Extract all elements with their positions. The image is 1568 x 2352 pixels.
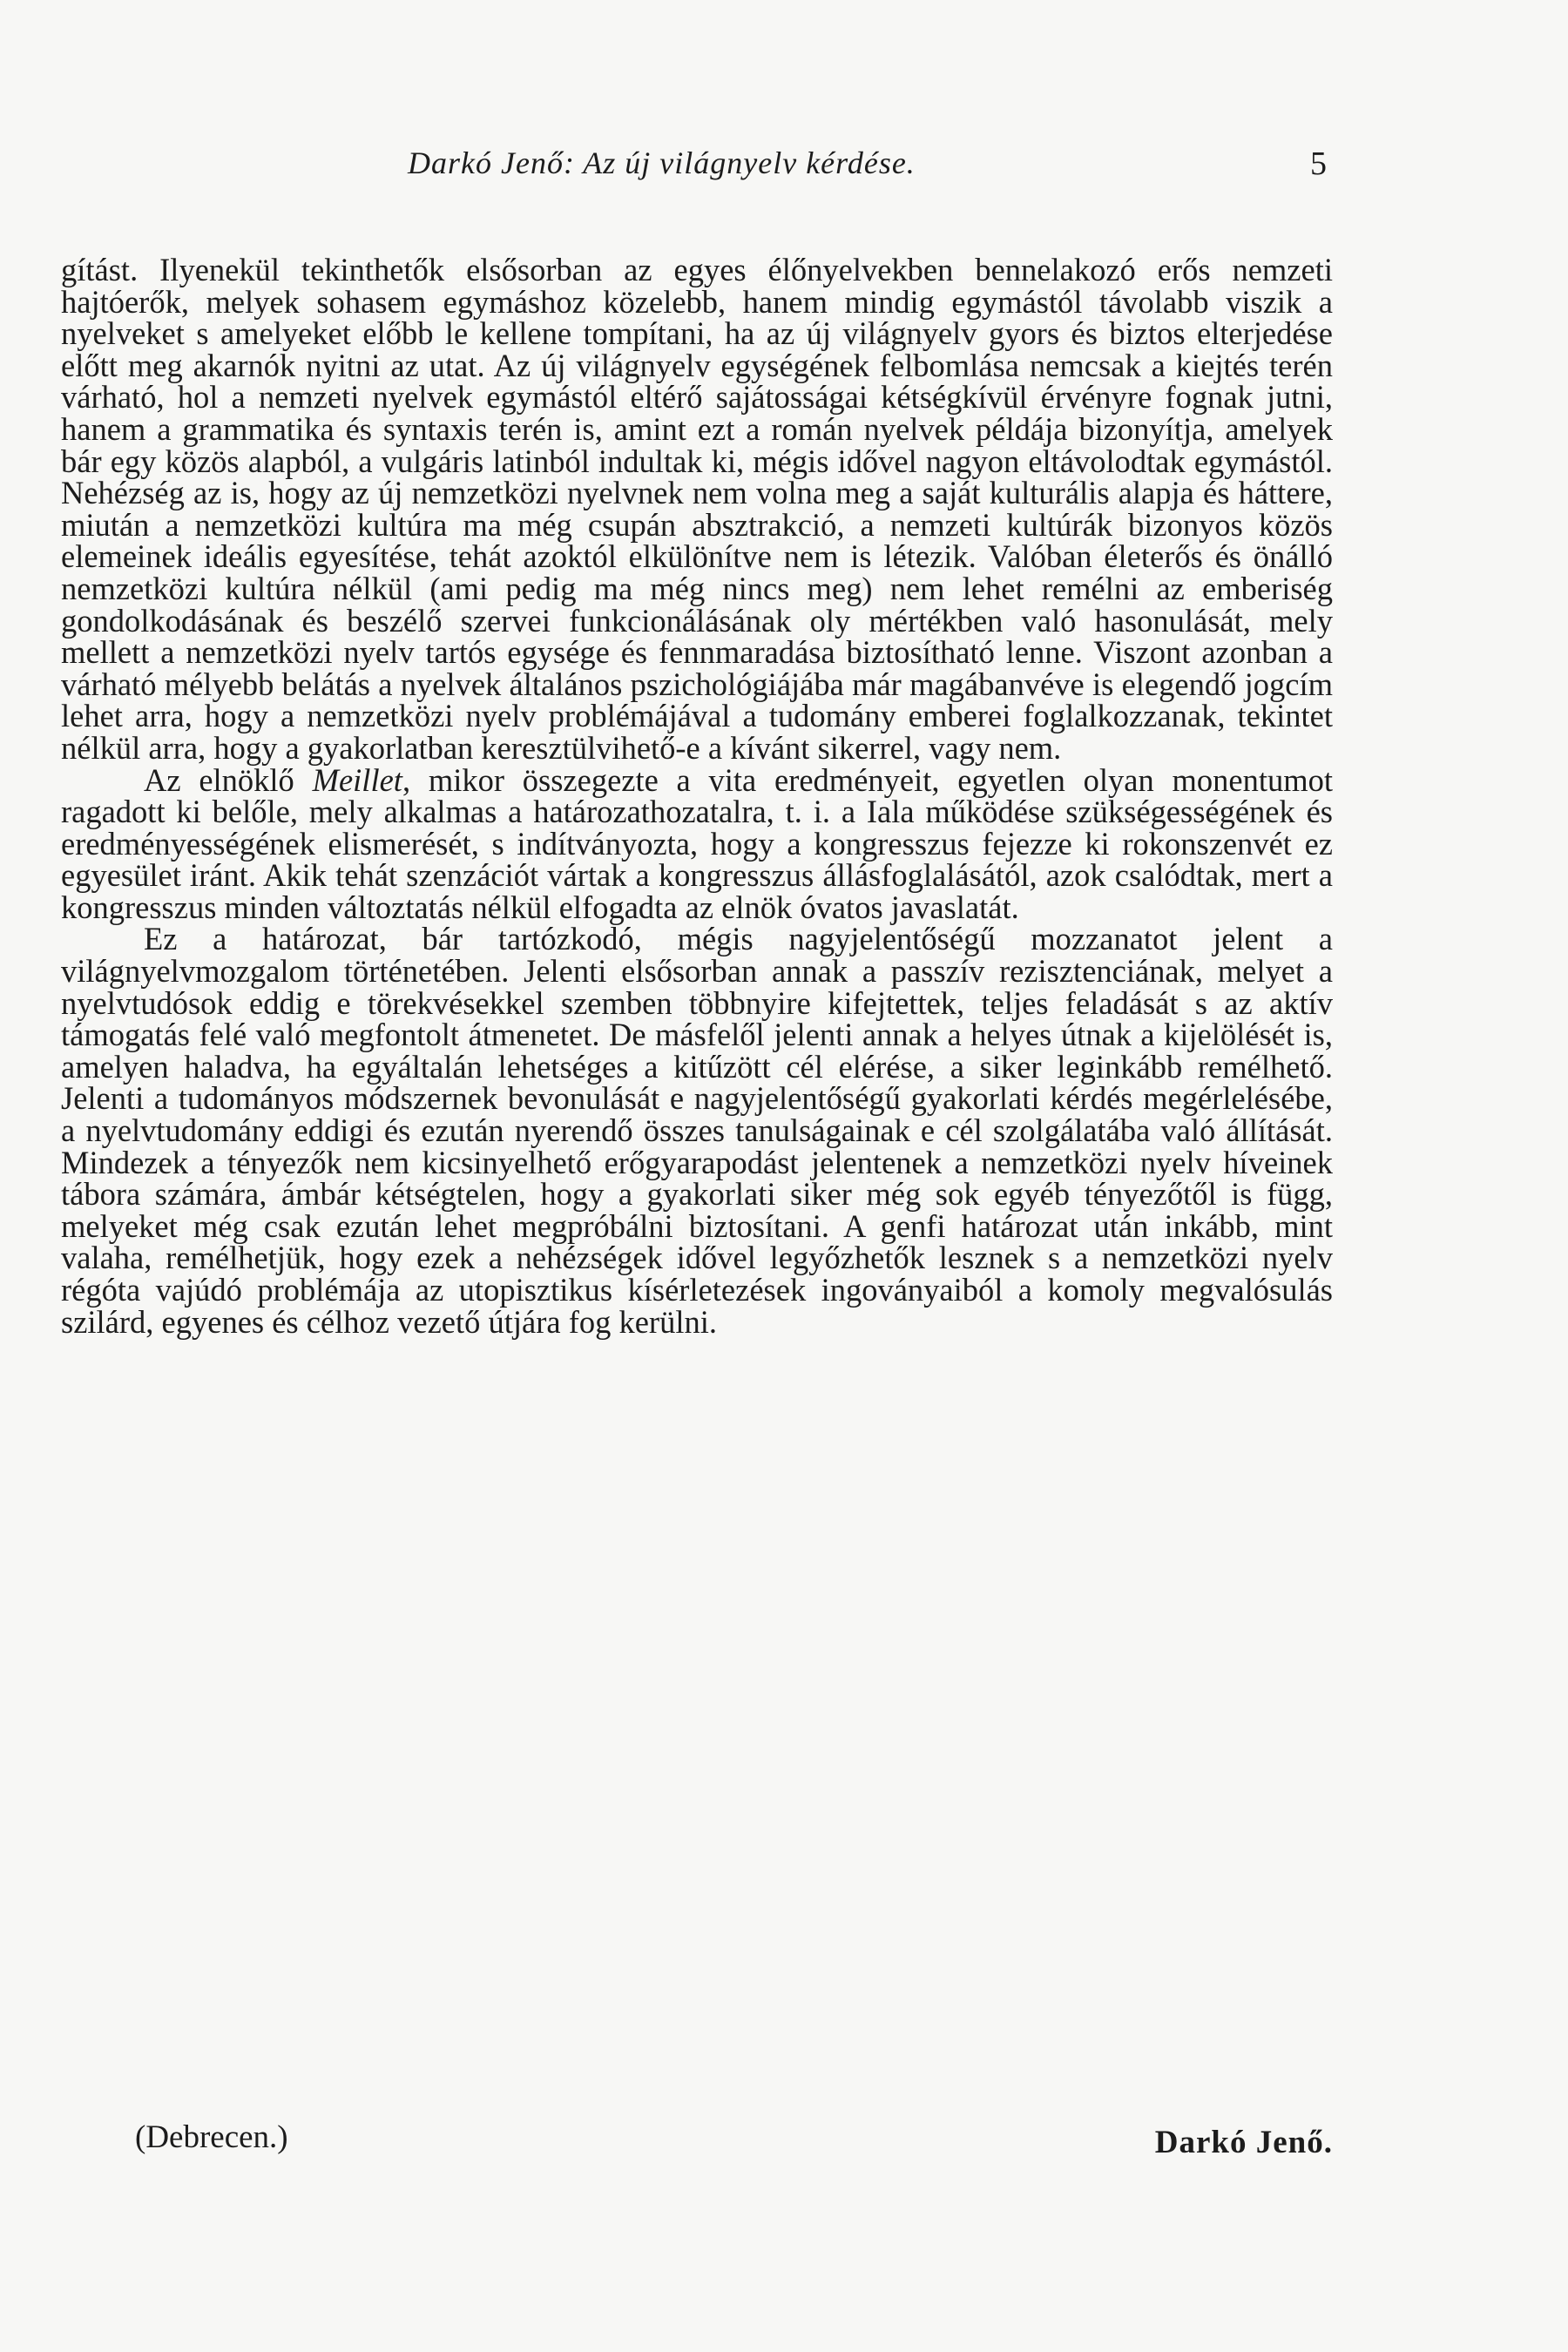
signature-author: Darkó Jenő.: [1154, 2125, 1333, 2160]
running-header: [0, 145, 1568, 197]
person-name-meillet: Meillet: [312, 761, 402, 798]
signature-place: (Debrecen.): [135, 2119, 288, 2155]
running-title: Darkó Jenő: Az új világnyelv kérdése.: [408, 145, 916, 180]
paragraph-3: Ez a határozat, bár tartózkodó, mégis nagyjelentőségű mozzanatot jelent a világnyelvmozgalom történetében. Jelenti elsősorban annak a passzív rezisztenciának, melyet a nyelvtudósok eddig e törekvésekkel szemben többnyire kifejtettek, teljes feladását s az aktív támogatás felé való megfontolt átmenetet. De másfelől jelenti annak a helyes útnak a kijelölését is, amelyen haladva, ha egyáltalán lehetséges a kitűzött cél elérése, a siker leginkább remélhető. Jelenti a tudományos módszernek bevonulását e nagyjelentőségű gyakorlati kérdés megérlelésébe, a nyelvtudomány eddigi és ezután nyerendő összes tanulságainak e cél szolgálatába való állítását. Mindezek a tényezők nem kicsinyelhető erőgyarapodást jelentenek a nemzetközi nyelv híveinek tábora számára, ámbár kétségtelen, hogy a gyakorlati siker még sok egyéb tényezőtől is függ, melyeket még csak ezután lehet megpróbálni biztosítani. A genfi határozat után inkább, mint valaha, remélhetjük, hogy ezek a nehézségek idővel legyőzhetők lesznek s a nemzetközi nyelv régóta vajúdó problémája az utopisztikus kísérletezések ingoványaiból a komoly megvalósulás szilárd, egyenes és célhoz vezető útjára fog kerülni.: [61, 921, 1333, 1340]
signature-line: [61, 2119, 1333, 2162]
paragraph-2: [61, 761, 1334, 925]
paragraph-1: gítást. Ilyenekül tekinthetők elsősorban az egyes élőnyelvekben bennelakozó erős nemzeti hajtóerők, melyek sohasem egymáshoz közelebb, hanem mindig egymástól távolabb viszik a nyelveket s amelyeket előbb le kellene tompítani, ha az új világnyelv gyors és biztos elterjedése előtt meg akarnók nyitni az utat. Az új világnyelv egységének felbomlása nemcsak a kiejtés terén várható, hol a nemzeti nyelvek egymástól eltérő sajátosságai kétségkívül érvényre fognak jutni, hanem a grammatika és syntaxis terén is, amint ezt a román nyelvek példája bizonyítja, amelyek bár egy közös alapból, a vulgáris latinból indultak ki, mégis idővel nagyon eltávolodtak egymástól. Nehézség az is, hogy az új nemzetközi nyelvnek nem volna meg a saját kulturális alapja és háttere, miután a nemzetközi kultúra ma még csupán absztrakció, a nemzeti kultúrák bizonyos közös elemeinek ideális egyesítése, tehát azoktól elkülönítve nem is létezik. Valóban életerős és önálló nemzetközi kultúra nélkül (ami pedig ma még nincs meg) nem lehet remélni az emberiség gondolkodásának és beszélő szervei funkcionálásának oly mértékben való hasonulását, mely mellett a nemzetközi nyelv tartós egysége és fennmaradása biztosítható lenne. Viszont azonban a várható mélyebb belátás a nyelvek általános pszichológiájába már magábanvéve is elegendő jogcím lehet arra, hogy a nemzetközi nyelv problémájával a tudomány emberei foglalkozzanak, tekintet nélkül arra, hogy a gyakorlatban keresztülvihető-e a kívánt sikerrel, vagy nem.: [61, 252, 1333, 766]
paragraph-2-rest: , mikor összegezte a vita eredményeit, egyetlen olyan monentumot ragadott ki belőle, mely alkalmas a határozathozatalra, t. i. a Iala működése szükségességének és eredményességének elismerését, s indítványozta, hogy a kongresszus fejezze ki rokonszenvét ez egyesület iránt. Akik tehát szenzációt vártak a kongresszus állásfoglalásától, azok csalódtak, mert a kongresszus minden változtatás nélkül elfogadta az elnök óvatos javaslatát.: [61, 761, 1334, 925]
article-body: [61, 254, 1333, 1338]
paragraph-2-start: Az elnöklő: [144, 761, 313, 798]
page-number: 5: [1310, 145, 1327, 182]
